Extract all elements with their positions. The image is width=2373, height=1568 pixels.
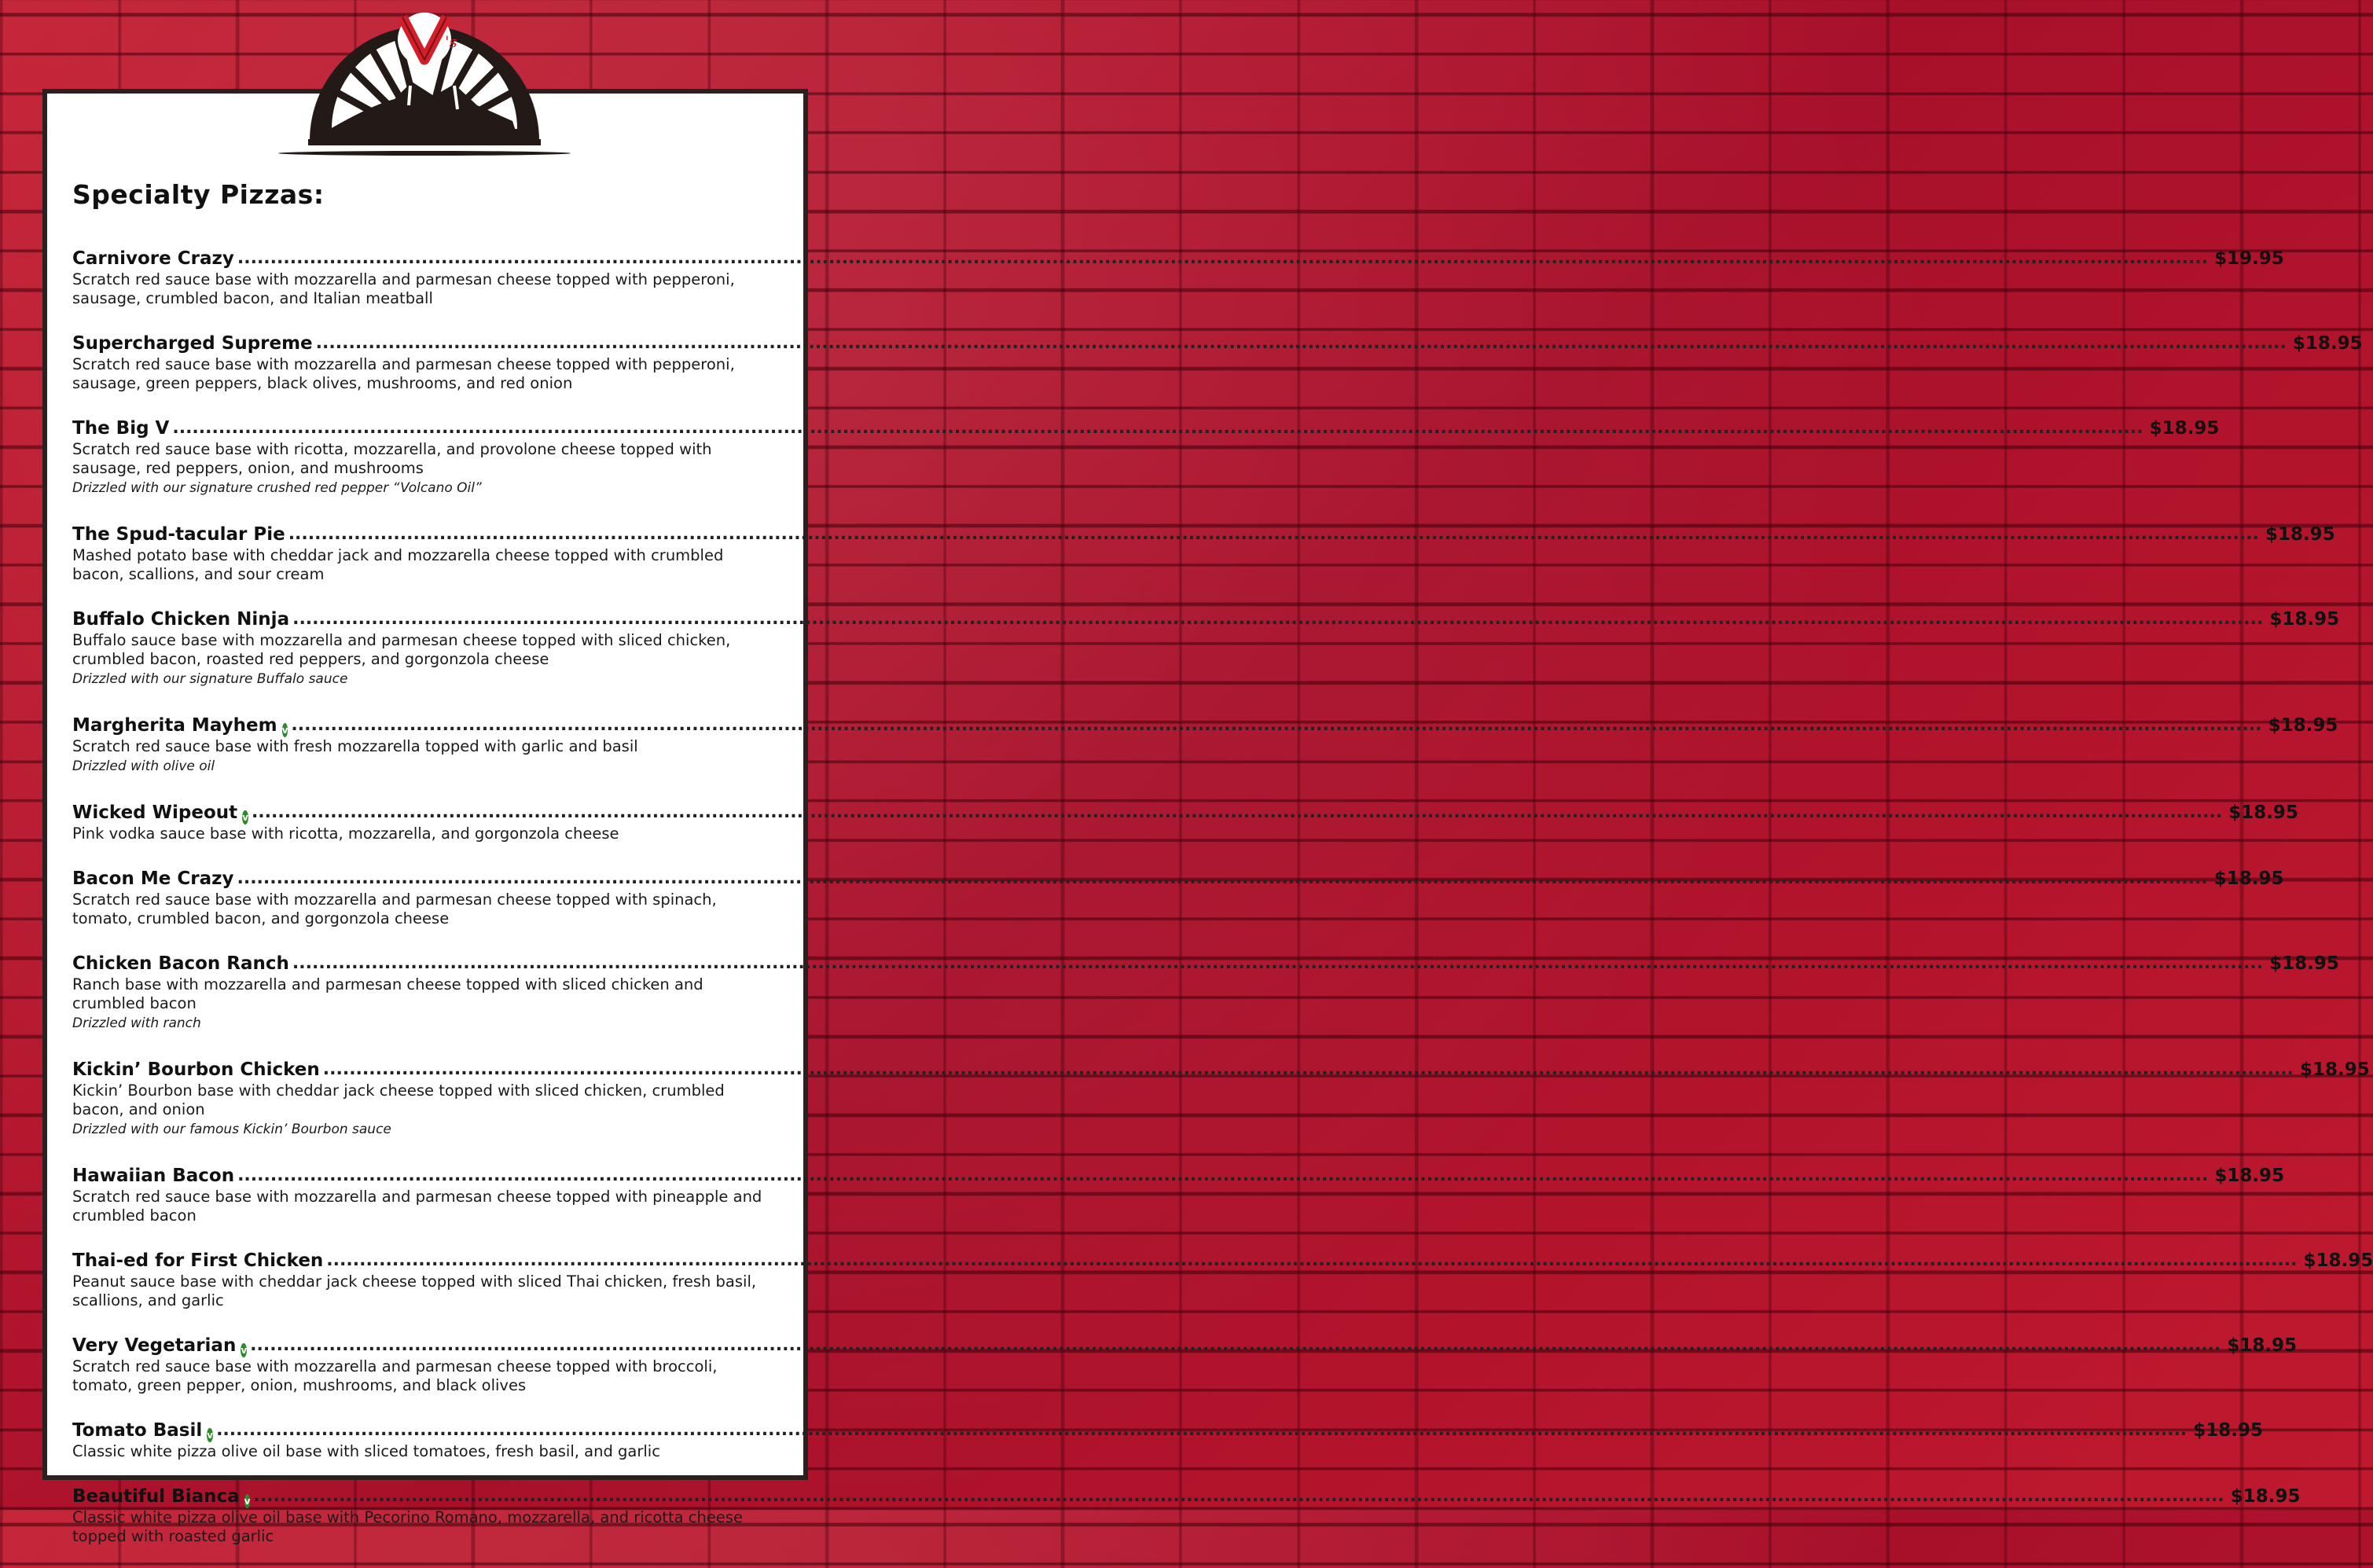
menu-item-note: Drizzled with our signature Buffalo sauce [72, 671, 348, 687]
dot-leader: ............................................................................................................................................................................................................................................................................................................ [326, 1250, 2298, 1270]
menu-item [72, 521, 2335, 584]
menu-item-description: Classic white pizza olive oil base with Pecorino Romano, mozzarella, and ricotta cheese topped with roasted garlic [72, 1508, 743, 1545]
menu-item-name: Bacon Me Crazy [72, 868, 234, 889]
dot-leader: ............................................................................................................................................................................................................................................................................................................ [237, 1166, 2209, 1185]
menu-item-header [72, 712, 2338, 737]
menu-item-note: Drizzled with our signature crushed red pepper “Volcano Oil” [72, 480, 482, 496]
menu-item-note: Drizzled with olive oil [72, 758, 215, 774]
menu-item-description: Buffalo sauce base with mozzarella and parmesan cheese topped with sliced chicken, crumbled bacon, roasted red peppers, and gorgonzola cheese [72, 631, 731, 668]
menu-item-name: The Big V [72, 418, 170, 439]
menu-item-description: Pink vodka sauce base with ricotta, mozzarella, and gorgonzola cheese [72, 824, 619, 843]
menu-item-header [72, 245, 2284, 270]
dot-leader: ............................................................................................................................................................................................................................................................................................................ [292, 953, 2264, 973]
menu-item-price: $18.95 [2228, 802, 2298, 823]
menu-item-name: Margherita Mayhem [72, 715, 277, 736]
dot-leader: ............................................................................................................................................................................................................................................................................................................ [288, 524, 2259, 544]
menu-item [72, 712, 2338, 777]
menu-item-header [72, 415, 2220, 440]
svg-text:'s: 's [445, 32, 457, 51]
menu-item-description: Peanut sauce base with cheddar jack cheese topped with sliced Thai chicken, fresh basil, scallions, and garlic [72, 1272, 757, 1309]
menu-item [72, 1247, 2373, 1310]
menu-item-header [72, 1332, 2298, 1357]
menu-item [72, 1056, 2370, 1140]
oven-base [308, 139, 541, 145]
menu-item-price: $18.95 [2269, 953, 2339, 974]
menu-item-header [72, 865, 2284, 890]
menu-item-price: $18.95 [2193, 1420, 2264, 1441]
dot-leader: ............................................................................................................................................................................................................................................................................................................ [315, 333, 2287, 353]
vegetarian-icon: v [207, 1430, 214, 1441]
menu-item-description: Kickin’ Bourbon base with cheddar jack cheese topped with sliced chicken, crumbled bacon, and onion [72, 1081, 725, 1118]
vegetarian-icon: v [281, 725, 288, 736]
menu-list [72, 245, 2373, 1568]
menu-item-price: $18.95 [2268, 715, 2338, 736]
menu-item-header [72, 1056, 2370, 1081]
menu-item-name: Carnivore Crazy [72, 248, 234, 269]
menu-item-price: $18.95 [2230, 1486, 2301, 1507]
menu-item-header [72, 1417, 2264, 1442]
menu-item [72, 1483, 2301, 1546]
menu-item-header [72, 1162, 2285, 1188]
menu-item-name: Kickin’ Bourbon Chicken [72, 1059, 320, 1080]
menu-item-header [72, 330, 2363, 355]
menu-item-description: Scratch red sauce base with fresh mozzarella topped with garlic and basil [72, 737, 638, 755]
menu-item-description: Classic white pizza olive oil base with sliced tomatoes, fresh basil, and garlic [72, 1442, 660, 1460]
menu-item-price: $18.95 [2300, 1059, 2370, 1080]
menu-item-header [72, 1483, 2301, 1508]
menu-item-price: $19.95 [2214, 248, 2284, 269]
page-title: Specialty Pizzas: [72, 179, 325, 210]
menu-item-price: $18.95 [2227, 1335, 2298, 1356]
vegetarian-icon: v [242, 812, 248, 823]
menu-item-price: $18.95 [2303, 1250, 2373, 1271]
menu-item [72, 950, 2339, 1034]
menu-item-price: $18.95 [2269, 609, 2340, 630]
menu-item-name: Hawaiian Bacon [72, 1166, 235, 1186]
dot-leader: ............................................................................................................................................................................................................................................................................................................ [237, 248, 2209, 268]
menu-item-description: Scratch red sauce base with mozzarella and parmesan cheese topped with pineapple and crumbled bacon [72, 1188, 762, 1225]
menu-item-name: Supercharged Supreme [72, 333, 313, 354]
menu-item-name: Buffalo Chicken Ninja [72, 609, 290, 630]
menu-item-price: $18.95 [2213, 868, 2284, 889]
oven-shadow [278, 151, 571, 156]
vegetarian-icon: v [241, 1345, 248, 1356]
dot-leader: ............................................................................................................................................................................................................................................................................................................ [291, 715, 2262, 735]
menu-item-name: Very Vegetarian [72, 1335, 237, 1356]
vegetarian-icon: v [244, 1496, 251, 1507]
menu-item-header [72, 799, 2298, 824]
menu-item [72, 606, 2340, 690]
menu-item-name: Chicken Bacon Ranch [72, 953, 289, 974]
dot-leader: ............................................................................................................................................................................................................................................................................................................ [172, 418, 2143, 438]
menu-item [72, 415, 2220, 499]
menu-item-note: Drizzled with our famous Kickin’ Bourbon sauce [72, 1122, 391, 1137]
menu-item-name: Tomato Basil [72, 1420, 203, 1441]
menu-item-name: The Spud-tacular Pie [72, 524, 285, 545]
dot-leader: ............................................................................................................................................................................................................................................................................................................ [322, 1059, 2294, 1079]
menu-item-price: $18.95 [2214, 1166, 2285, 1186]
menu-item [72, 245, 2284, 308]
menu-item-note: Drizzled with ranch [72, 1015, 201, 1031]
menu-item-price: $18.95 [2265, 524, 2335, 545]
menu-item-description: Mashed potato base with cheddar jack and mozzarella cheese topped with crumbled bacon, scallions, and sour cream [72, 546, 724, 583]
menu-item [72, 799, 2298, 843]
dot-leader: ............................................................................................................................................................................................................................................................................................................ [216, 1420, 2187, 1440]
dot-leader: ............................................................................................................................................................................................................................................................................................................ [237, 868, 2208, 888]
menu-item-name: Wicked Wipeout [72, 802, 238, 823]
menu-item-header [72, 950, 2339, 975]
menu-item-description: Scratch red sauce base with mozzarella and parmesan cheese topped with pepperoni, sausage, green peppers, black olives, mushrooms, and red onion [72, 355, 735, 392]
dot-leader: ............................................................................................................................................................................................................................................................................................................ [292, 609, 2264, 629]
dot-leader: ............................................................................................................................................................................................................................................................................................................ [253, 1486, 2224, 1506]
menu-item-header [72, 521, 2335, 546]
dot-leader: ............................................................................................................................................................................................................................................................................................................ [251, 802, 2223, 822]
menu-item-description: Scratch red sauce base with mozzarella and parmesan cheese topped with broccoli, tomato, green pepper, onion, mushrooms, and black olives [72, 1357, 718, 1394]
menu-item-description: Ranch base with mozzarella and parmesan cheese topped with sliced chicken and crumbled bacon [72, 975, 703, 1012]
menu-item [72, 865, 2284, 928]
menu-item-name: Beautiful Bianca [72, 1486, 240, 1507]
dot-leader: ............................................................................................................................................................................................................................................................................................................ [250, 1335, 2221, 1355]
menu-item-description: Scratch red sauce base with mozzarella and parmesan cheese topped with spinach, tomato, crumbled bacon, and gorgonzola cheese [72, 890, 717, 927]
menu-item [72, 330, 2363, 393]
menu-item [72, 1162, 2285, 1225]
menu-item-description: Scratch red sauce base with mozzarella and parmesan cheese topped with pepperoni, sausage, crumbled bacon, and Italian meatball [72, 270, 735, 307]
menu-item [72, 1332, 2298, 1395]
menu-item-header [72, 606, 2340, 631]
menu-item-price: $18.95 [2149, 418, 2220, 439]
menu-item-description: Scratch red sauce base with ricotta, mozzarella, and provolone cheese topped with sausage, red peppers, onion, and mushrooms [72, 440, 712, 477]
menu-item-header [72, 1247, 2373, 1272]
menu-item-price: $18.95 [2292, 333, 2363, 354]
menu-item-name: Thai-ed for First Chicken [72, 1250, 324, 1271]
pizza-oven-logo-icon [277, 11, 572, 160]
menu-item [72, 1417, 2264, 1461]
